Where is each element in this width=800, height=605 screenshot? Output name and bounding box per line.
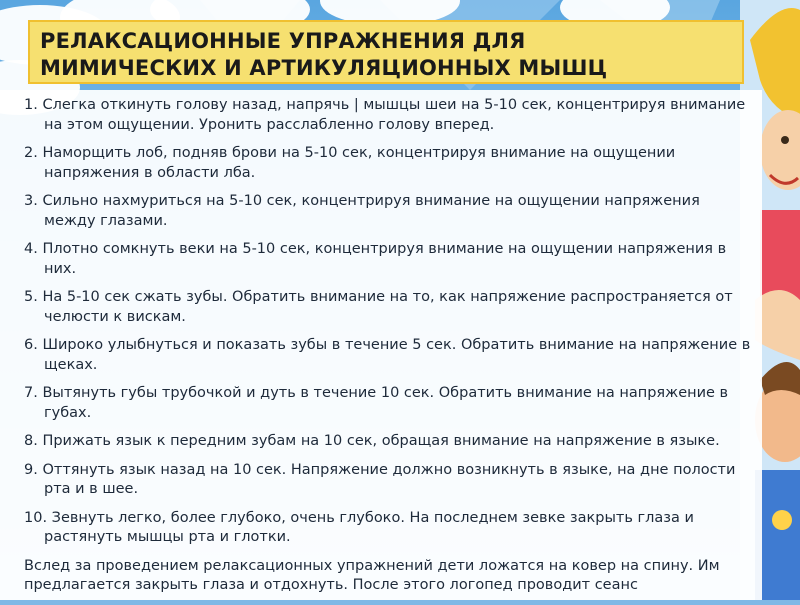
title-banner (28, 20, 744, 84)
item-text: Зевнуть легко, более глубоко, очень глубоко. На последнем зевке закрыть глаза и растянуть мышцы рта и глотки. (44, 509, 694, 545)
item-number: 4. (24, 241, 38, 257)
item-text: Наморщить лоб, подняв брови на 5-10 сек, концентрируя внимание на ощущении напряжения в области лба. (37, 145, 676, 181)
item-number: 8. (24, 433, 38, 449)
exercise-list (24, 96, 754, 605)
item-number: 5. (24, 289, 38, 305)
item-number: 7. (24, 385, 38, 401)
list-item (24, 384, 754, 423)
item-text: Плотно сомкнуть веки на 5-10 сек, концентрируя внимание на ощущении напряжения в них. (37, 241, 727, 277)
list-item (24, 144, 754, 183)
item-number: 2. (24, 145, 38, 161)
item-text: Вытянуть губы трубочкой и дуть в течение 10 сек. Обратить внимание на напряжение в губах. (37, 385, 729, 421)
item-text: Широко улыбнуться и показать зубы в течение 5 сек. Обратить внимание на напряжение в щеках. (37, 337, 751, 373)
list-item (24, 336, 754, 375)
item-text: Оттянуть язык назад на 10 сек. Напряжение должно возникнуть в языке, на дне полости рта и в шее. (37, 461, 736, 497)
list-item (24, 96, 754, 135)
item-number: 1. (24, 97, 38, 113)
list-item (24, 240, 754, 279)
list-item (24, 432, 754, 452)
list-item (24, 509, 754, 548)
item-text: Прижать язык к передним зубам на 10 сек, обращая внимание на напряжение в языке. (37, 433, 720, 449)
item-number: 6. (24, 337, 38, 353)
item-number: 9. (24, 461, 38, 478)
closing-paragraph: Вслед за проведением релаксационных упражнений дети ложатся на ковер на спину. Им предлагается закрыть глаза и отдохнуть. После этого логопед проводит сеанс (24, 557, 720, 593)
list-item (24, 192, 754, 231)
list-item (24, 288, 754, 327)
item-number: 3. (24, 193, 38, 209)
item-number: 10. (24, 509, 48, 526)
title-line-1: РЕЛАКСАЦИОННЫЕ УПРАЖНЕНИЯ ДЛЯ (40, 29, 526, 53)
list-item (24, 461, 754, 500)
item-text: Сильно нахмуриться на 5-10 сек, концентрируя внимание на ощущении напряжения между глазами. (37, 193, 700, 229)
page-title (40, 28, 742, 82)
title-line-2: МИМИЧЕСКИХ И АРТИКУЛЯЦИОННЫХ МЫШЦ (40, 56, 608, 80)
item-text: На 5-10 сек сжать зубы. Обратить внимание на то, как напряжение распространяется от челюсти к вискам. (37, 289, 733, 325)
item-text: Слегка откинуть голову назад, напрячь | мышцы шеи на 5-10 сек, концентрируя внимание на этом ощущении. Уронить расслабленно голову вперед. (37, 97, 746, 133)
